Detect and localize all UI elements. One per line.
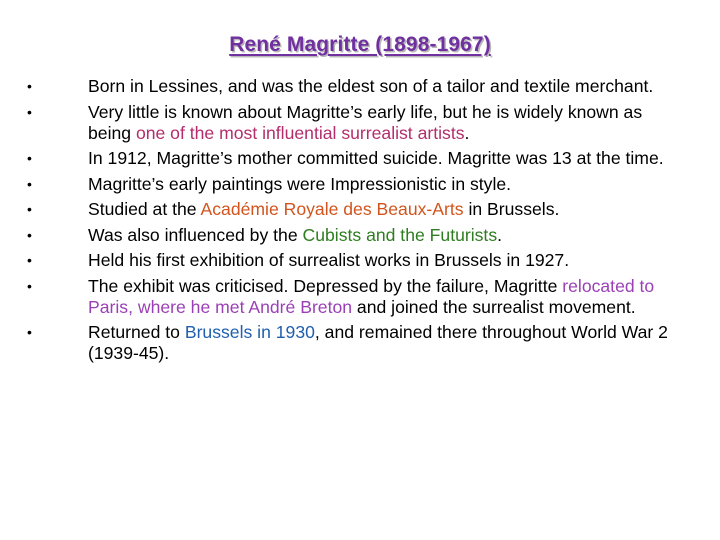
bullet-text: In 1912, Magritte’s mother committed suicide. Magritte was 13 at the time. [88,148,664,168]
bullet-dot-icon: • [27,252,32,268]
bullet-text: Studied at the [88,199,201,219]
bullet-item [0,174,690,195]
bullet-item [0,276,690,318]
bullet-item [0,250,690,271]
bullet-text: Very little is known about Magritte’s early life, but he is widely known as being [88,101,643,143]
bullet-item [0,76,690,97]
highlighted-text: Brussels in 1930 [184,322,315,342]
bullet-text: Born in Lessines, and was the eldest son of a tailor and textile merchant. [88,76,654,96]
bullet-dot-icon: • [27,175,32,192]
bullet-list [0,76,690,369]
bullet-text: . [464,122,470,143]
highlighted-text: relocated to Paris, where he met André Breton [88,275,655,317]
bullet-text: The exhibit was criticised. Depressed by the failure, Magritte [88,275,563,296]
bullet-dot-icon: • [27,226,32,243]
bullet-text: Held his first exhibition of surrealist works in Brussels in 1927. [88,250,570,270]
bullet-text: in Brussels. [463,199,560,219]
bullet-dot-icon: • [27,201,32,217]
bullet-item [0,148,690,169]
bullet-item [0,322,690,364]
bullet-item [0,225,690,246]
highlighted-text: Académie Royale des Beaux-Arts [200,199,464,219]
bullet-item [0,102,690,144]
bullet-text: and joined the surrealist movement. [352,296,636,317]
highlighted-text: Cubists and the Futurists [302,224,498,245]
bullet-dot-icon: • [27,277,32,294]
bullet-dot-icon: • [27,324,32,340]
bullet-dot-icon: • [27,150,32,166]
highlighted-text: one of the most influential surrealist artists [135,122,465,143]
bullet-dot-icon: • [27,78,32,94]
bullet-item [0,199,690,220]
bullet-text: Was also influenced by the [88,224,303,245]
slide-title-text: René Magritte (1898-1967) [229,33,491,56]
slide-title [0,33,720,57]
bullet-text: , and remained there throughout World War 2 (1939-45). [88,322,668,363]
bullet-text: Returned to [88,322,185,342]
bullet-dot-icon: • [27,103,32,120]
bullet-text: Magritte’s early paintings were Impressionistic in style. [88,173,512,194]
bullet-text: . [497,224,503,245]
